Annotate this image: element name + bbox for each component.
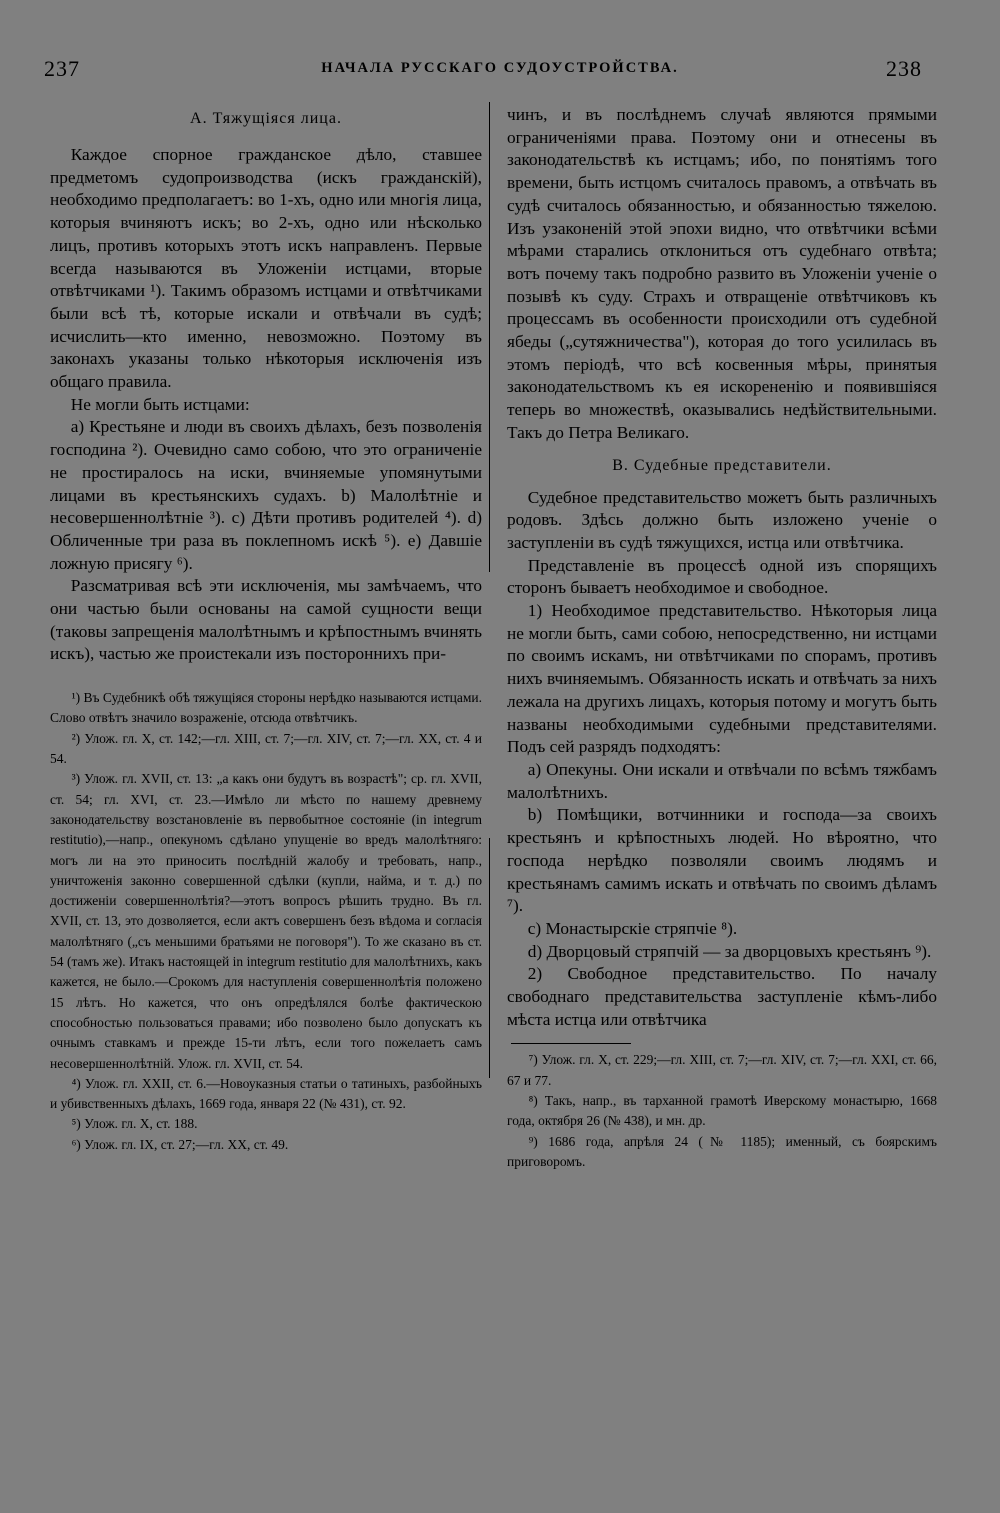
paragraph: c) Монастырскіе стряпчіе ⁸). bbox=[527, 918, 738, 938]
paragraph: Каждое спорное гражданское дѣло, ставшее предметомъ судопроизводства (искъ гражданскій), необходимо предполагаетъ: во 1-хъ, одно или многія лица, которыя вчиняютъ искъ; во 2-хъ, одно или нѣсколько лицъ, противъ которыхъ этотъ искъ направленъ. Первые всегда называются въ Уложеніи истцами, вторые отвѣтчиками ¹). Такимъ образомъ истцами и отвѣтчиками были всѣ тѣ, которые искали и отвѣчали въ судѣ; исчислить—кто именно, невозможно. Поэтому въ законахъ указаны только нѣкоторыя исключенія изъ общаго правила. bbox=[50, 145, 482, 392]
paragraph: 2) Свободное представительство. По началу свободнаго представительства заступленіе кѣмъ-либо мѣста истца или отвѣтчика bbox=[507, 964, 937, 1029]
paragraph: b) Помѣщики, вотчинники и господа—за своихъ крестьянъ и крѣпостныхъ людей. Но вѣроятно, что господа нерѣдко позволяли своимъ людямъ и крестьянамъ самимъ искать и отвѣчать по своимъ дѣламъ ⁷). bbox=[507, 805, 937, 916]
footnote: ²) Улож. гл. X, ст. 142;—гл. XIII, ст. 7;—гл. XIV, ст. 7;—гл. XX, ст. 4 и 54. bbox=[50, 730, 482, 767]
paragraph: d) Дворцовый стряпчій — за дворцовыхъ крестьянъ ⁹). bbox=[527, 941, 932, 961]
running-title: НАЧАЛА РУССКАГО СУДОУСТРОЙСТВА. bbox=[321, 60, 679, 76]
footnotes-left bbox=[50, 682, 482, 1155]
footnote: ⁵) Улож. гл. X, ст. 188. bbox=[71, 1116, 198, 1132]
footnote: ⁴) Улож. гл. XXII, ст. 6.—Новоуказныя статьи о татиныхъ, разбойныхъ и убивственныхъ дѣлахъ, 1669 года, января 22 (№ 431), ст. 92. bbox=[50, 1075, 482, 1112]
left-column bbox=[50, 104, 482, 1155]
footnotes-right bbox=[507, 1044, 937, 1172]
footnote: ⁷) Улож. гл. X, ст. 229;—гл. XIII, ст. 7;—гл. XIV, ст. 7;—гл. XXI, ст. 66, 67 и 77. bbox=[507, 1052, 937, 1088]
paragraph: Судебное представительство можетъ быть различныхъ родовъ. Здѣсь должно быть изложено ученіе о заступленіи въ судѣ тяжущихся, истца или отвѣтчика. bbox=[507, 487, 937, 552]
page-number-right: 238 bbox=[886, 56, 922, 81]
section-heading-a: А. Тяжущіяся лица. bbox=[190, 110, 342, 127]
column-rule bbox=[489, 102, 490, 572]
footnote: ⁸) Такъ, напр., въ тарханной грамотѣ Иверскому монастырю, 1668 года, октября 26 (№ 438), и мн. др. bbox=[507, 1093, 937, 1129]
paragraph: Разсматривая всѣ эти исключенія, мы замѣчаемъ, что они частью были основаны на самой сущности вещи (таковы запрещенія малолѣтнымъ и крѣпостнымъ вчинять искъ), частью же проистекали изъ постороннихъ при- bbox=[50, 576, 482, 664]
footnote: ¹) Въ Судебникѣ обѣ тяжущіяся стороны нерѣдко называются истцами. Слово отвѣтъ значило возраженіе, отсюда отвѣтчикъ. bbox=[50, 690, 482, 726]
paragraph: 1) Необходимое представительство. Нѣкоторыя лица не могли быть, сами собою, непосредственно, ни истцами по своимъ искамъ, ни отвѣтчиками по спорамъ, противъ нихъ вчиняемымъ. Обязанность искать и отвѣчать за нихъ лежала на другихъ лицахъ, которыя потому и могутъ быть названы необходимыми судебными представителями. Подъ сей разрядъ подходятъ: bbox=[507, 601, 937, 757]
paragraph: а) Крестьяне и люди въ своихъ дѣлахъ, безъ позволенія господина ²). Очевидно само собою, что это ограниченіе не простиралось на иски, вчиняемые упомянутыми лицами въ крестьянскихъ судахъ. b) Малолѣтніе и несовершеннолѣтніе ³). c) Дѣти противъ родителей ⁴). d) Обличенные три раза въ поклепномъ искѣ ⁵). e) Давшіе ложную присягу ⁶). bbox=[50, 417, 482, 573]
paragraph: а) Опекуны. Они искали и отвѣчали по всѣмъ тяжбамъ малолѣтнихъ. bbox=[507, 759, 937, 802]
footnote: ⁹) 1686 года, апрѣля 24 (№ 1185); именный, съ боярскимъ приговоромъ. bbox=[507, 1133, 937, 1169]
footnote: ⁶) Улож. гл. IX, ст. 27;—гл. XX, ст. 49. bbox=[71, 1136, 289, 1152]
page-header bbox=[0, 56, 1000, 86]
page-number-left: 237 bbox=[44, 56, 80, 81]
footnote: ³) Улож. гл. XVII, ст. 13: „а какъ они будутъ въ возрастѣ"; ср. гл. XVII, ст. 54; гл. XVI, ст. 23.—Имѣло ли мѣсто по нашему древнему законодательству возстановленіе въ первобытное состояніе (in integrum restitutio),—напр., опекуномъ сдѣлано упущеніе во вредъ малолѣтняго: могъ ли на это приносить послѣдній жалобу и требовать, напр., уничтоженія законно совершенной сдѣлки (купли, найма, и т. д.) по достиженіи совершеннолѣтія?—этотъ вопросъ рѣшить трудно. Въ гл. XVII, ст. 13, это дозволяется, если актъ совершенъ безъ вѣдома и согласія малолѣтняго („съ меньшими братьями не поговоря"). То же сказано въ ст. 54 (тамъ же). Итакъ настоящей in integrum restitutio для малолѣтнихъ, какъ кажется, не было.—Срокомъ для наступленія совершеннолѣтія положено 15 лѣтъ. Но кажется, что онъ опредѣлялся болѣе фактическою способностью пользоваться правами; ибо позволено было допускатъ къ очнымъ ставкамъ и прежде 15-ти лѣтъ, если того пожелаетъ самъ несовершеннолѣтній. Улож. гл. XVII, ст. 54. bbox=[50, 771, 482, 1071]
column-rule-lower bbox=[489, 838, 490, 1078]
paragraph: чинъ, и въ послѣднемъ случаѣ являются прямыми ограниченіями права. Поэтому они и отнесены въ законодательствѣ къ истцамъ; ибо, по понятіямъ того времени, быть истцомъ считалось правомъ, а отвѣчать въ судѣ считалось обязанностью, и обязанностью тяжелою. Изъ узаконеній этой эпохи видно, что отвѣтчики всѣми мѣрами старались отклониться отъ судебнаго отвѣта; вотъ почему такъ подробно развито въ Уложеніи ученіе о позывѣ къ суду. Страхъ и отвращеніе отвѣтчиковъ къ процессамъ въ особенности происходили отъ судебной ябеды („сутяжничества"), которая до того усилилась въ этомъ періодѣ, что всѣ косвенныя мѣры, принятыя законодательствомъ къ ея искорененію и появившіяся теперь во множествѣ, оказывались недѣйствительными. Такъ до Петра Великаго. bbox=[507, 105, 937, 442]
paragraph: Представленіе въ процессѣ одной изъ спорящихъ сторонъ бываетъ необходимое и свободное. bbox=[507, 555, 937, 598]
section-heading-b: B. Судебные представители. bbox=[612, 456, 832, 474]
paragraph: Не могли быть истцами: bbox=[70, 394, 250, 414]
right-column bbox=[507, 104, 937, 1172]
